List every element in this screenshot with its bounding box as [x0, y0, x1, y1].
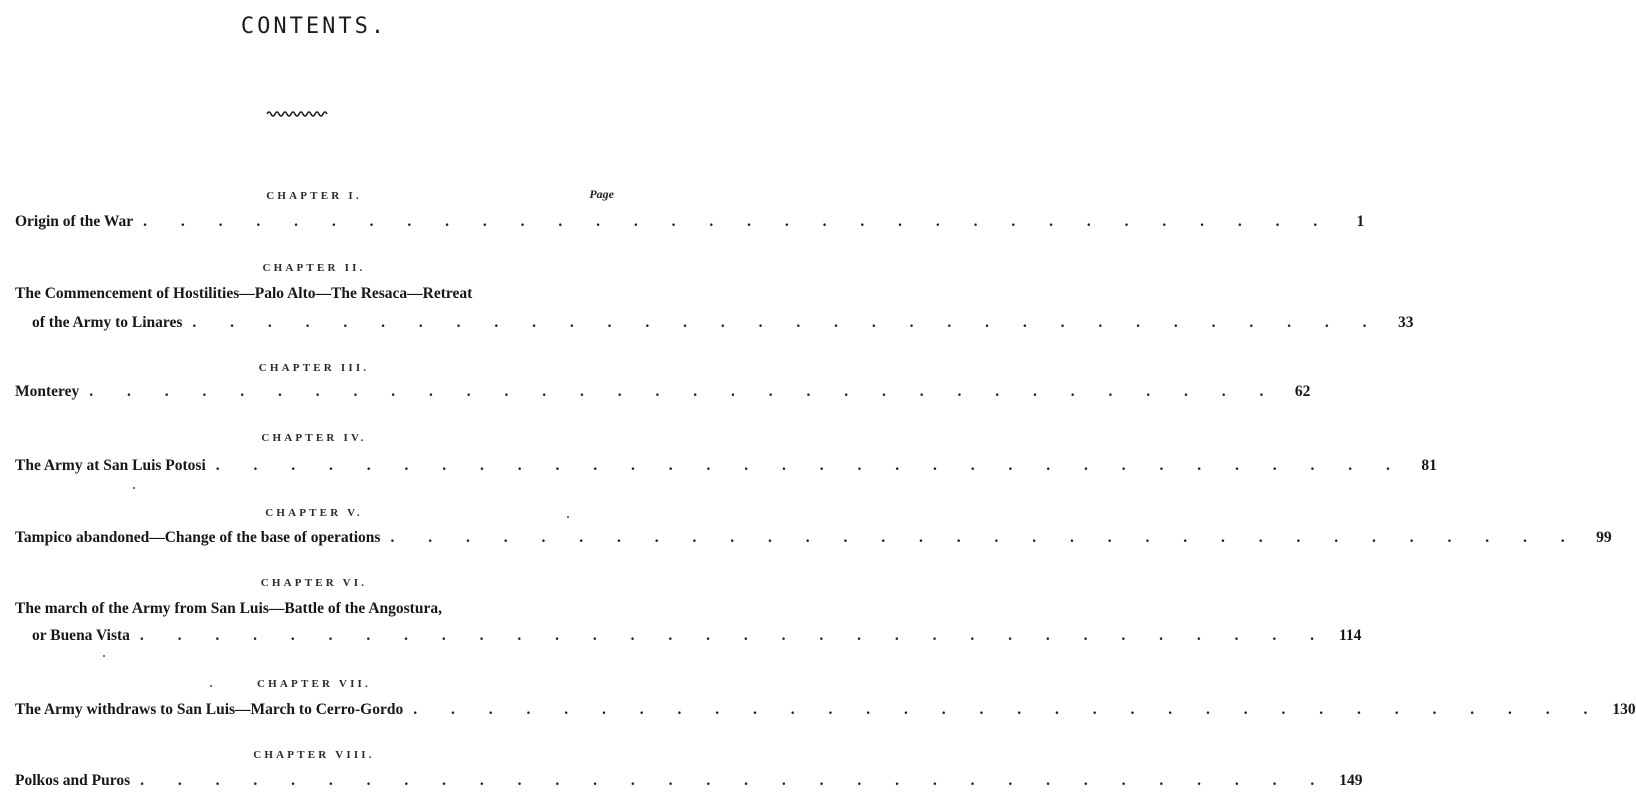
leader-dots: . . . . . . . . . . . . . . . . . . . . . . . . . . . . . . . . — [89, 383, 1279, 400]
entry-title: The march of the Army from San Luis—Battle of the Angostura, — [15, 600, 442, 617]
print-speck — [210, 685, 212, 687]
entry-page-number: 33 — [1398, 314, 1414, 331]
entry-title: Monterey — [15, 383, 80, 400]
chapter-heading: CHAPTER IV. — [261, 432, 367, 444]
entry-title: Tampico abandoned—Change of the base of operations — [15, 529, 381, 546]
entry-title-continued: of the Army to Linares — [32, 314, 183, 331]
print-speck — [133, 487, 135, 489]
toc-entry[interactable] — [32, 627, 1362, 649]
entry-title: The Army at San Luis Potosi — [15, 457, 206, 474]
entry-page-number: 62 — [1294, 383, 1311, 400]
leader-dots: . . . . . . . . . . . . . . . . . . . . . . . . . . . . . . . . — [143, 213, 1333, 230]
entry-title: The Army withdraws to San Luis—March to Cerro-Gordo — [15, 701, 404, 718]
page-title: CONTENTS. — [240, 14, 388, 39]
toc-entry[interactable] — [32, 314, 1414, 336]
toc-entry[interactable] — [15, 772, 1363, 794]
toc-entry[interactable] — [15, 213, 1365, 235]
page-column-header: Page — [589, 187, 614, 201]
leader-dots: . . . . . . . . . . . . . . . . . . . . . . . . . . . . . . . . — [192, 314, 1382, 331]
entry-title: Polkos and Puros — [15, 772, 131, 789]
entry-page-number: 1 — [1356, 213, 1365, 230]
entry-page-number: 149 — [1339, 772, 1363, 789]
toc-entry-line[interactable] — [15, 285, 614, 307]
chapter-heading: CHAPTER II. — [262, 262, 366, 274]
entry-title: The Commencement of Hostilities—Palo Alto—The Resaca—Retreat — [15, 285, 473, 302]
chapter-heading: CHAPTER VI. — [260, 577, 368, 589]
print-speck — [103, 655, 105, 657]
toc-entry[interactable] — [15, 529, 1612, 551]
toc-entry-line[interactable] — [15, 600, 614, 622]
leader-dots: . . . . . . . . . . . . . . . . . . . . . . . . . . . . . . . . — [215, 457, 1405, 474]
leader-dots: . . . . . . . . . . . . . . . . . . . . . . . . . . . . . . . . — [140, 772, 1330, 789]
entry-page-number: 99 — [1596, 529, 1612, 546]
toc-entry[interactable] — [15, 701, 1636, 723]
toc-entry[interactable] — [15, 457, 1437, 479]
entry-title-continued: or Buena Vista — [32, 627, 130, 644]
leader-dots: . . . . . . . . . . . . . . . . . . . . . . . . . . . . . . . . — [413, 701, 1603, 718]
leader-dots: . . . . . . . . . . . . . . . . . . . . . . . . . . . . . . . . — [139, 627, 1330, 644]
wavy-rule-ornament — [266, 109, 328, 119]
toc-entry[interactable] — [15, 383, 1311, 405]
entry-page-number: 130 — [1612, 701, 1636, 718]
leader-dots: . . . . . . . . . . . . . . . . . . . . . . . . . . . . . . . . — [390, 529, 1580, 546]
chapter-heading: CHAPTER VIII. — [253, 749, 375, 761]
chapter-heading: CHAPTER III. — [258, 362, 370, 374]
chapter-heading: CHAPTER VII. — [257, 678, 371, 690]
chapter-heading: CHAPTER V. — [265, 507, 363, 519]
entry-page-number: 114 — [1339, 627, 1362, 644]
entry-title: Origin of the War — [15, 213, 134, 230]
print-speck — [567, 516, 569, 518]
entry-page-number: 81 — [1421, 457, 1437, 474]
chapter-heading: CHAPTER I. — [266, 190, 362, 202]
